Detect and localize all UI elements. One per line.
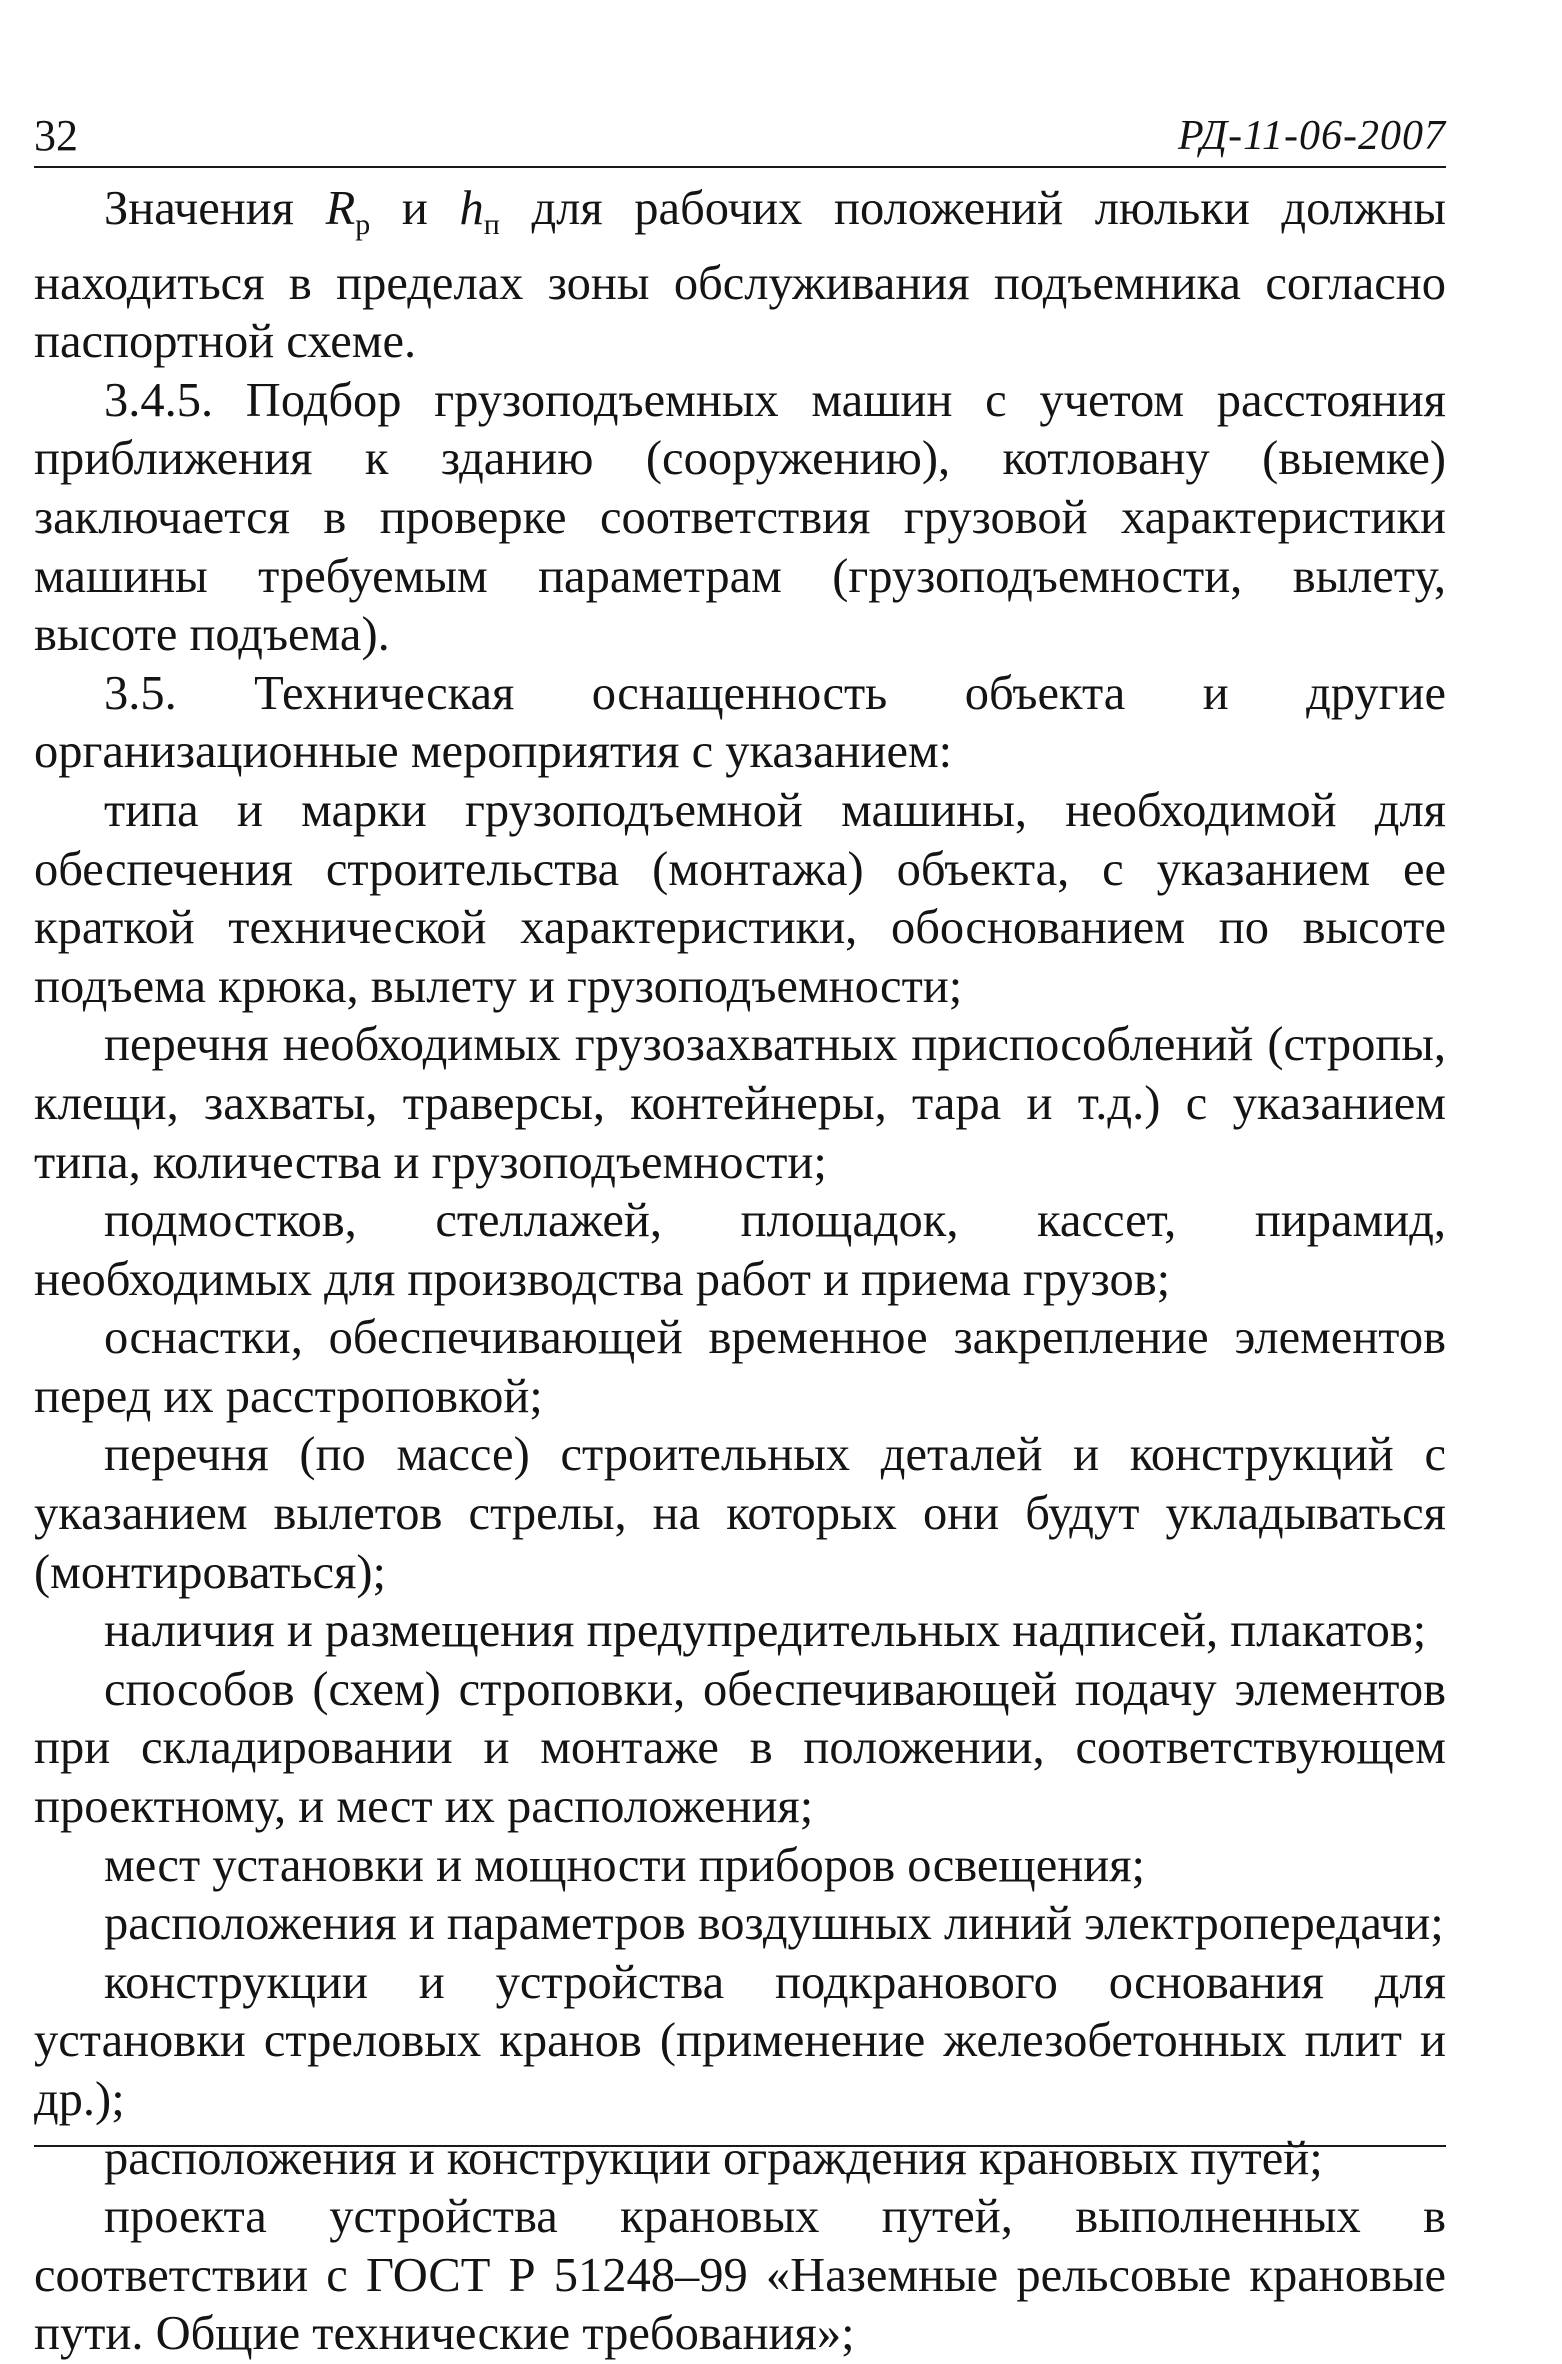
variable-r: R	[325, 182, 356, 235]
variable-h: h	[459, 182, 484, 235]
list-item-power-lines: расположения и параметров воздушных линий электропередачи;	[104, 1897, 1444, 1951]
page-header	[34, 110, 1446, 168]
list-item-rigging: оснастки, обеспечивающей временное закрепление элементов перед их расстроповкой;	[34, 1311, 1446, 1423]
list-item-lifting-devices: перечня необходимых грузозахватных приспособлений (стропы, клещи, захваты, траверсы, контейнеры, тара и т.д.) с указанием типа, количества и грузоподъемности;	[34, 1018, 1446, 1189]
list-item-track-fencing: расположения и конструкции ограждения крановых путей;	[104, 2131, 1323, 2185]
body-text	[34, 180, 1446, 2364]
paragraph-intro	[34, 180, 1446, 372]
paragraph-3-4-5: 3.4.5. Подбор грузоподъемных машин с учетом расстояния приближения к зданию (сооружению), котловану (выемке) заключается в проверке соответствия грузовой характеристики машины требуемым параметрам (грузоподъемности, вылету, высоте подъема).	[34, 373, 1446, 662]
intro-prefix: Значения	[104, 182, 326, 235]
footer-rule	[34, 2145, 1446, 2147]
subscript-h: п	[483, 208, 500, 241]
list-item-slinging-methods: способов (схем) строповки, обеспечивающей подачу элементов при складировании и монтаже в положении, соответствующем проектному, и мест их расположения;	[34, 1662, 1446, 1834]
list-item-warning-signs: наличия и размещения предупредительных надписей, плакатов;	[104, 1604, 1427, 1658]
subscript-r: р	[355, 208, 371, 241]
list-item-track-project: проекта устройства крановых путей, выполненных в соответствии с ГОСТ Р 51248–99 «Наземные рельсовые крановые пути. Общие технические требования»;	[34, 2190, 1446, 2361]
paragraph-3-5: 3.5. Техническая оснащенность объекта и другие организационные мероприятия с указанием:	[34, 666, 1446, 779]
list-item-crane-base: конструкции и устройства подкранового основания для установки стреловых кранов (применение железобетонных плит и др.);	[34, 1955, 1446, 2126]
list-item-parts-by-mass: перечня (по массе) строительных деталей и конструкций с указанием вылетов стрелы, на которых они будут укладываться (монтироваться);	[34, 1428, 1446, 1599]
intro-conjunction: и	[370, 182, 460, 235]
list-item-scaffolds: подмостков, стеллажей, площадок, кассет, пирамид, необходимых для производства работ и приема грузов;	[34, 1194, 1446, 1306]
list-item-lighting: мест установки и мощности приборов освещения;	[104, 1838, 1145, 1892]
page-number: 32	[34, 111, 78, 160]
intro-rest: для рабочих положений люльки должны находиться в пределах зоны обслуживания подъемника согласно паспортной схеме.	[34, 182, 1446, 369]
list-item-crane-type: типа и марки грузоподъемной машины, необходимой для обеспечения строительства (монтажа) объекта, с указанием ее краткой технической характеристики, обоснованием по высоте подъема крюка, вылету и грузоподъемности;	[34, 783, 1446, 1013]
document-code: РД-11-06-2007	[1177, 113, 1446, 159]
